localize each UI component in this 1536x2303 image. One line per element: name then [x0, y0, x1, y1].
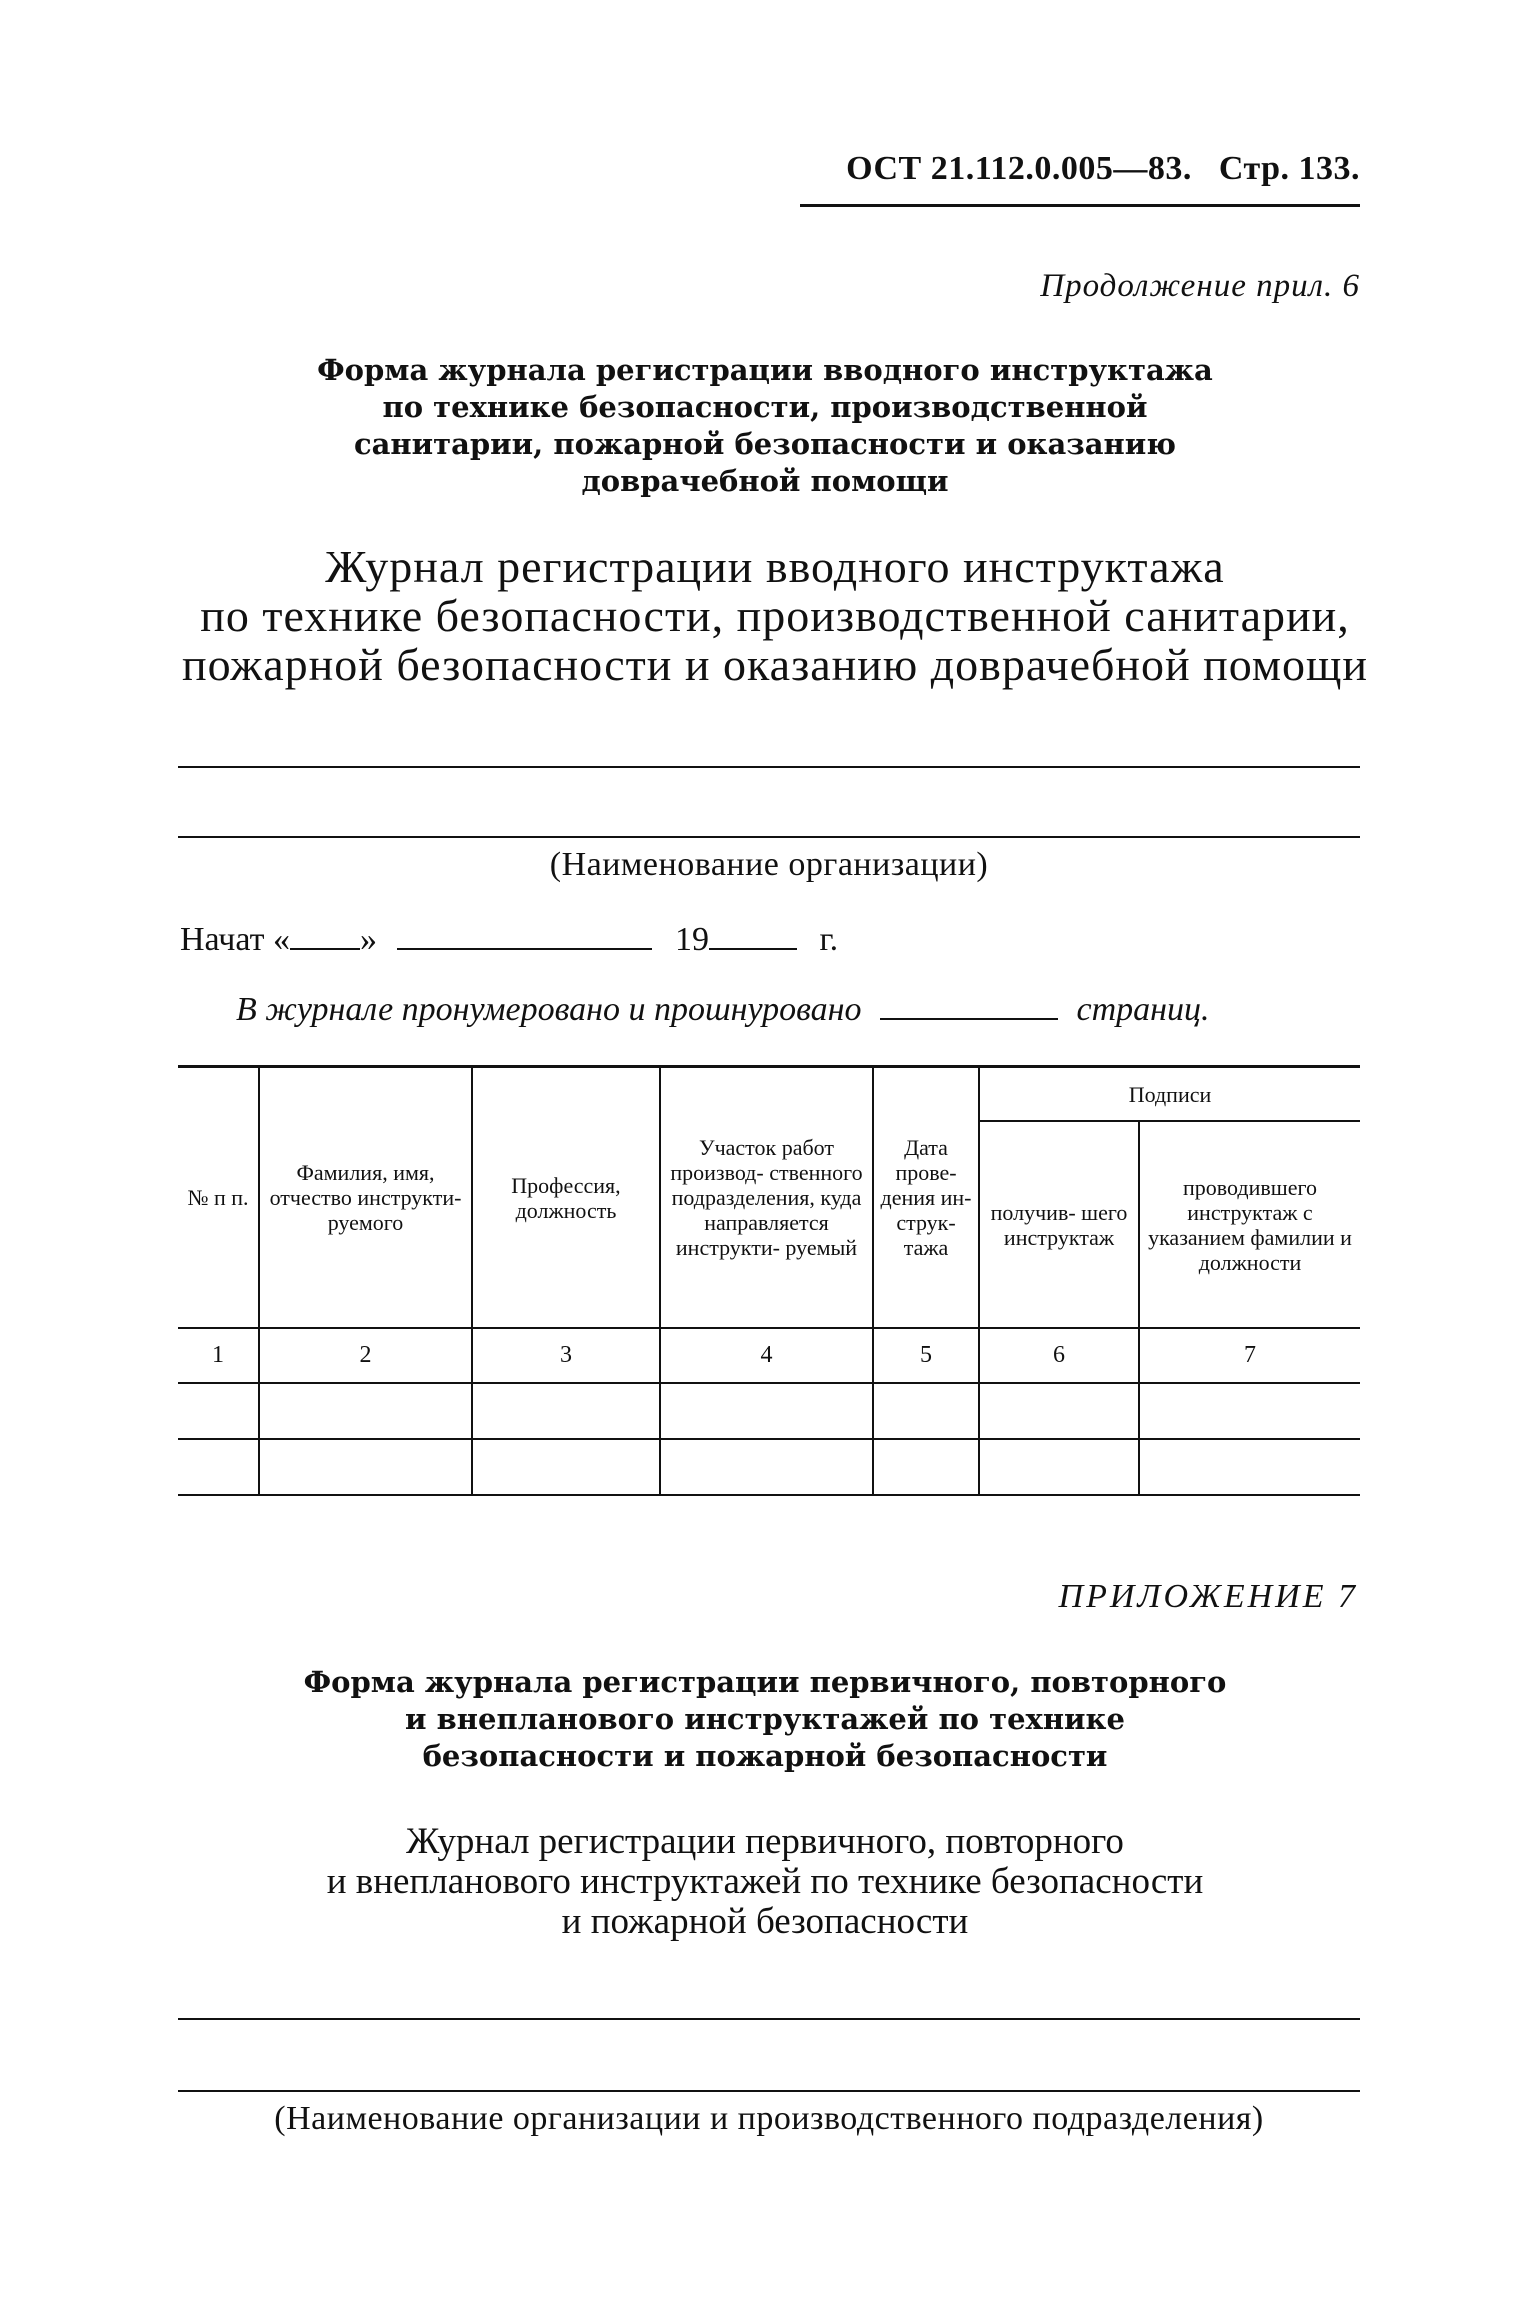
heading-line: санитарии, пожарной безопасности и оказанию	[353, 427, 1177, 461]
heading-line: по технике безопасности, производственной	[382, 390, 1148, 424]
column-number: 2	[259, 1328, 472, 1383]
numbered-pages-line	[236, 990, 1360, 1029]
table-cell	[178, 1439, 259, 1495]
title-line: Журнал регистрации первичного, повторного	[406, 1821, 1124, 1862]
table-cell	[979, 1383, 1139, 1439]
organization-caption: (Наименование организации)	[549, 846, 989, 883]
continuation-note: Продолжение прил. 6	[1040, 268, 1360, 304]
header-cell-number: № п п.	[178, 1067, 259, 1329]
organization-blank-line	[178, 766, 1360, 768]
page-number: Стр. 133.	[1218, 150, 1360, 187]
standard-code: ОСТ 21.112.0.005—83.	[846, 150, 1192, 187]
title-line: и внепланового инструктажей по технике безопасности	[326, 1861, 1204, 1902]
heading-line: Форма журнала регистрации вводного инструктажа	[317, 353, 1213, 387]
table-cell	[979, 1439, 1139, 1495]
heading-line: и внепланового инструктажей по технике	[405, 1702, 1125, 1736]
table-cell	[873, 1383, 979, 1439]
year-prefix: 19	[674, 921, 709, 958]
column-number: 3	[472, 1328, 660, 1383]
table-cell	[660, 1439, 873, 1495]
header-cell-date: Дата прове- дения ин- струк- тажа	[873, 1067, 979, 1329]
year-suffix: г.	[819, 921, 839, 958]
table-cell	[1139, 1439, 1360, 1495]
title-line: и пожарной безопасности	[561, 1901, 969, 1942]
organization-blank-line	[178, 2018, 1360, 2020]
journal-title-induction	[160, 542, 1390, 689]
heading-line: Форма журнала регистрации первичного, повторного	[303, 1665, 1227, 1699]
table-cell	[472, 1383, 660, 1439]
header-cell-conducted: проводившего инструктаж с указанием фамилии и должности	[1139, 1121, 1360, 1328]
table-row	[178, 1439, 1360, 1495]
table-cell	[472, 1439, 660, 1495]
table-cell	[1139, 1383, 1360, 1439]
header-rule	[800, 204, 1360, 207]
table-cell	[873, 1439, 979, 1495]
table-cell	[178, 1383, 259, 1439]
journal-title-primary	[200, 1822, 1330, 1942]
started-label: Начат	[180, 921, 265, 958]
table-cell	[660, 1383, 873, 1439]
table-header-row	[178, 1067, 1360, 1122]
organization-blank-line	[178, 836, 1360, 838]
numbered-text: В журнале пронумеровано и прошнуровано	[236, 991, 862, 1028]
organization-blank-line	[178, 2090, 1360, 2092]
column-number: 7	[1139, 1328, 1360, 1383]
column-number: 4	[660, 1328, 873, 1383]
column-number: 1	[178, 1328, 259, 1383]
year-blank	[709, 920, 797, 950]
title-line: пожарной безопасности и оказанию доврачебной помощи	[181, 639, 1369, 690]
table-row	[178, 1383, 1360, 1439]
document-header	[800, 150, 1360, 188]
heading-line: доврачебной помощи	[581, 464, 949, 498]
registration-table	[178, 1065, 1360, 1496]
pages-count-blank	[880, 990, 1058, 1020]
started-date-line	[180, 920, 1180, 959]
pages-suffix: страниц.	[1076, 991, 1210, 1028]
month-blank	[397, 920, 652, 950]
table-cell	[259, 1439, 472, 1495]
organization-caption: (Наименование организации и производственного подразделения)	[274, 2100, 1264, 2137]
title-line: Журнал регистрации вводного инструктажа	[325, 541, 1225, 592]
table-cell	[259, 1383, 472, 1439]
header-cell-received: получив- шего инструктаж	[979, 1121, 1139, 1328]
header-cell-full-name: Фамилия, имя, отчество инструкти- руемого	[259, 1067, 472, 1329]
appendix-label: ПРИЛОЖЕНИЕ 7	[1058, 1578, 1358, 1615]
heading-line: безопасности и пожарной безопасности	[422, 1739, 1108, 1773]
column-number: 5	[873, 1328, 979, 1383]
column-number: 6	[979, 1328, 1139, 1383]
header-cell-profession: Профессия, должность	[472, 1067, 660, 1329]
form-heading-appendix-6	[200, 352, 1330, 500]
header-cell-work-site: Участок работ производ- ственного подразделения, куда направляется инструкти- руемый	[660, 1067, 873, 1329]
column-number-row	[178, 1328, 1360, 1383]
day-blank	[290, 920, 360, 950]
title-line: по технике безопасности, производственной санитарии,	[200, 590, 1350, 641]
open-quote: «	[272, 921, 290, 958]
header-cell-signatures: Подписи	[979, 1067, 1360, 1122]
close-quote: »	[359, 921, 377, 958]
form-heading-appendix-7	[200, 1664, 1330, 1775]
